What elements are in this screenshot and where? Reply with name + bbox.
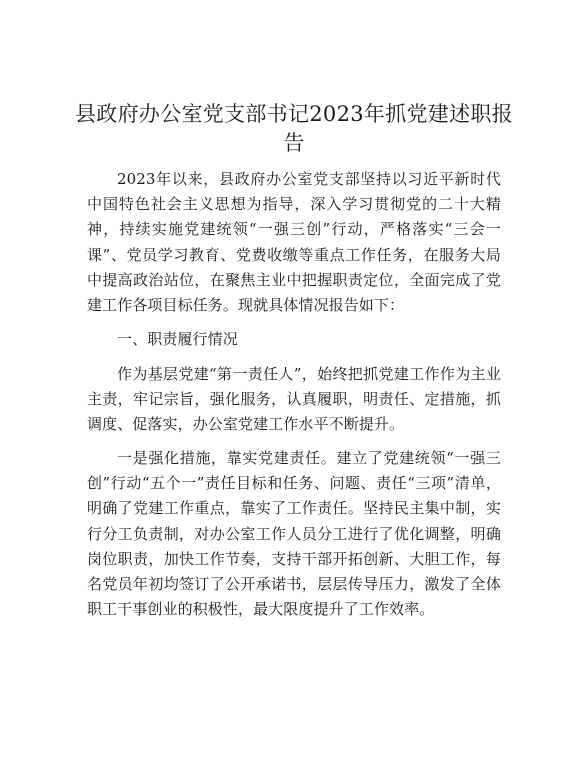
measures-paragraph: 一是强化措施，靠实党建责任。建立了党建统领“一强三创”行动“五个一”责任目标和任务、问题、责任“三项”清单，明确了党建工作重点，靠实了工作责任。坚持民主集中制，实行分工负责制，对办公室工作人员分工进行了优化调整，明确岗位职责，加快工作节奏，支持干部开拓创新、大胆工作，每名党员年初均签订了公开承诺书，层层传导压力，激发了全体职工干事创业的积极性，最大限度提升了工作效率。 (87, 449, 501, 619)
section-heading-duty-performance: 一、职责履行情况 (117, 329, 238, 348)
duty-overview-paragraph: 作为基层党建“第一责任人”，始终把抓党建工作作为主业主责，牢记宗旨，强化服务，认真履职，明责任、定措施，抓调度、促落实，办公室党建工作水平不断提升。 (87, 364, 501, 434)
document-title: 县政府办公室党支部书记2023年抓党建述职报告 (74, 102, 514, 155)
intro-paragraph: 2023年以来，县政府办公室党支部坚持以习近平新时代中国特色社会主义思想为指导，深入学习贯彻党的二十大精神，持续实施党建统领“一强三创”行动，严格落实“三会一课”、党员学习教育、党费收缴等重点工作任务，在服务大局中提高政治站位，在聚焦主业中把握职责定位，全面完成了党建工作各项目标任务。现就具体情况报告如下： (87, 170, 501, 315)
document-body (87, 167, 501, 631)
